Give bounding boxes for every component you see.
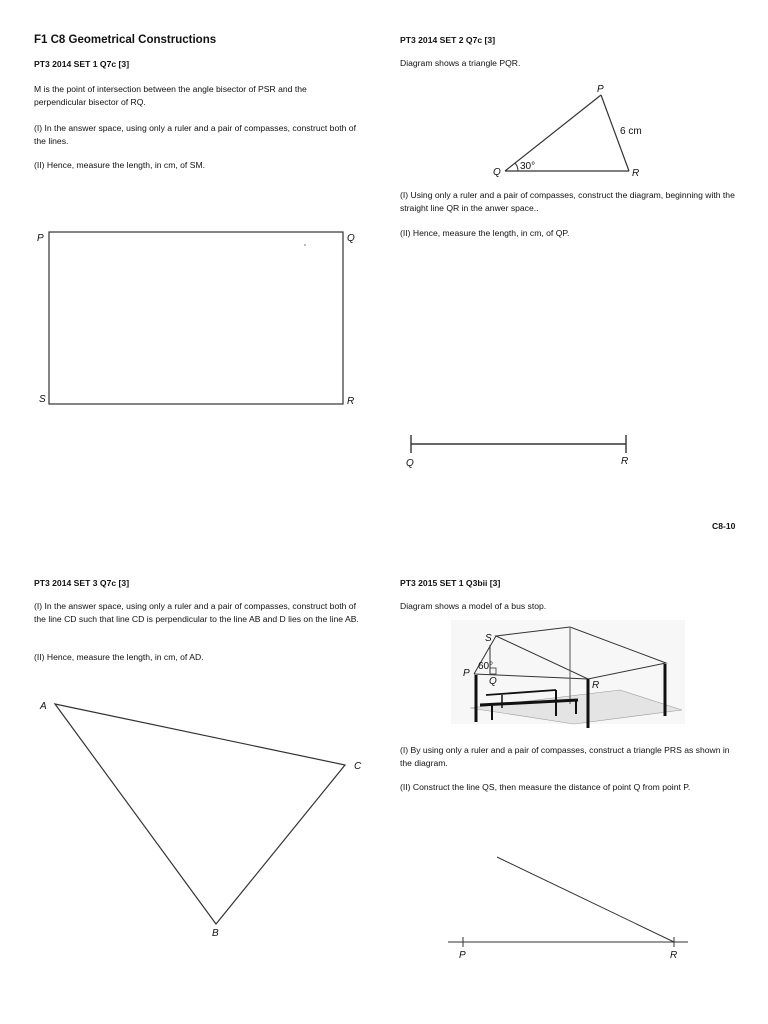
- q2-angle-label: 30°: [520, 161, 536, 172]
- q1-part-1: (I) In the answer space, using only a ruler and a pair of compasses, construct both of the lines.: [34, 123, 356, 146]
- q1-label-p: P: [37, 233, 44, 244]
- q1-label-r: R: [347, 396, 355, 407]
- q4-label-s: S: [485, 633, 492, 644]
- q2-label-p: P: [597, 84, 604, 95]
- q3-reference: PT3 2014 SET 3 Q7c [3]: [34, 578, 130, 588]
- q3-label-a: A: [40, 701, 47, 712]
- q1-label-s: S: [39, 394, 46, 405]
- q2-part-1: (I) Using only a ruler and a pair of compasses, construct the diagram, beginning with the straight line QR in the anwer space..: [400, 190, 735, 213]
- q2-stem: Diagram shows a triangle PQR.: [400, 58, 521, 68]
- q2-triangle-pqr: [505, 95, 629, 171]
- q2-reference: PT3 2014 SET 2 Q7c [3]: [400, 35, 496, 45]
- q4-label-q: Q: [489, 676, 497, 687]
- page-code: C8-10: [712, 521, 736, 531]
- q2-answer-label-q: Q: [406, 458, 414, 469]
- q3-part-2: (II) Hence, measure the length, in cm, of AD.: [34, 652, 204, 662]
- q1-label-q: Q: [347, 233, 355, 244]
- q4-label-r: R: [592, 680, 600, 691]
- q3-label-b: B: [212, 928, 219, 939]
- q1-dot: [304, 244, 305, 245]
- q4-angle-label: 60°: [478, 661, 494, 672]
- q4-answer-lines: [448, 857, 688, 947]
- q1-part-2: (II) Hence, measure the length, in cm, of SM.: [34, 160, 205, 170]
- q4-reference: PT3 2015 SET 1 Q3bii [3]: [400, 578, 501, 588]
- page-title: F1 C8 Geometrical Constructions: [34, 34, 217, 46]
- q2-answer-label-r: R: [621, 456, 629, 467]
- q4-part-2: (II) Construct the line QS, then measure the distance of point Q from point P.: [400, 782, 691, 792]
- q3-label-c: C: [354, 761, 362, 772]
- q3-part-1: (I) In the answer space, using only a ruler and a pair of compasses, construct both of the line CD such that line CD is perpendicular to the line AB and D lies on the line AB.: [34, 601, 359, 624]
- q4-part-1: (I) By using only a ruler and a pair of compasses, construct a triangle PRS as shown in the diagram.: [400, 745, 730, 768]
- q4-answer-label-p: P: [459, 950, 466, 961]
- q4-answer-label-r: R: [670, 950, 678, 961]
- q1-reference: PT3 2014 SET 1 Q7c [3]: [34, 59, 130, 69]
- q2-label-q: Q: [493, 167, 501, 178]
- q1-stem: M is the point of intersection between the angle bisector of PSR and the perpendicular bisector of RQ.: [34, 84, 307, 107]
- q2-side-length: 6 cm: [620, 126, 642, 137]
- q2-part-2: (II) Hence, measure the length, in cm, of QP.: [400, 228, 570, 238]
- q1-rectangle-pqrs: [49, 232, 343, 404]
- q4-stem: Diagram shows a model of a bus stop.: [400, 601, 547, 611]
- q2-label-r: R: [632, 168, 640, 179]
- q3-triangle-abc: [55, 704, 345, 924]
- q2-answer-segment-qr: [411, 435, 626, 453]
- q4-label-p: P: [463, 668, 470, 679]
